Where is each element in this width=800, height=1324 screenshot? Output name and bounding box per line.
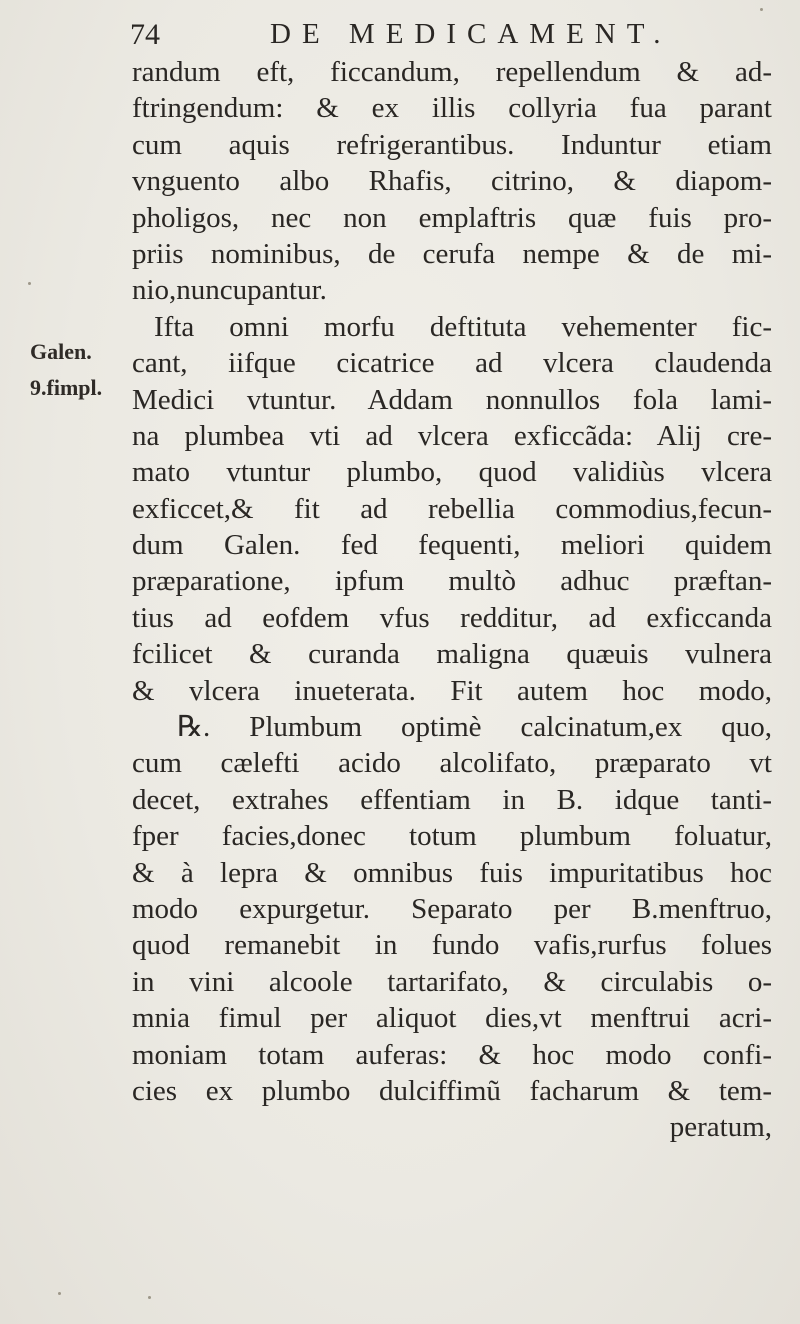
paper-speck xyxy=(760,8,763,11)
paper-speck xyxy=(28,282,31,285)
text-line: fcilicet & curanda maligna quæuis vulnera xyxy=(132,638,772,671)
catchword: peratum, xyxy=(669,1111,772,1144)
text-line: pholigos, nec non emplaftris quæ fuis pro- xyxy=(132,201,772,234)
text-line: & à lepra & omnibus fuis impuritatibus hoc xyxy=(132,856,772,889)
text-line: modo expurgetur. Separato per B.menftruo, xyxy=(132,892,772,925)
running-head xyxy=(130,14,780,58)
margin-note xyxy=(30,334,102,406)
paper-speck xyxy=(58,1292,61,1295)
text-line: in vini alcoole tartarifato, & circulabis o- xyxy=(132,965,772,998)
text-line: ftringendum: & ex illis collyria fua parant xyxy=(132,92,772,125)
paragraph-start-line: Ifta omni morfu deftituta vehementer fic- xyxy=(154,310,772,343)
margin-note-line: Galen. xyxy=(30,339,92,364)
text-line: moniam totam auferas: & hoc modo confi- xyxy=(132,1038,772,1071)
recipe-line: ℞. Plumbum optimè calcinatum,ex quo, xyxy=(177,711,772,744)
text-line: cies ex plumbo dulciffimũ facharum & tem- xyxy=(132,1074,772,1107)
text-line: priis nominibus, de cerufa nempe & de mi- xyxy=(132,237,772,270)
text-line: quod remanebit in fundo vafis,rurfus folues xyxy=(132,929,772,962)
page-number: 74 xyxy=(130,18,160,51)
text-line: mato vtuntur plumbo, quod validiùs vlcera xyxy=(132,456,772,489)
body-text xyxy=(132,54,772,1146)
text-line: præparatione, ipfum multò adhuc præftan- xyxy=(132,565,772,598)
text-line: Medici vtuntur. Addam nonnullos fola lami- xyxy=(132,383,772,416)
text-line: cant, iifque cicatrice ad vlcera claudenda xyxy=(132,347,772,380)
text-line: cum cælefti acido alcolifato, præparato vt xyxy=(132,747,772,780)
text-line: mnia fimul per aliquot dies,vt menftrui acri- xyxy=(132,1002,772,1035)
running-title: DE MEDICAMENT. xyxy=(270,18,672,50)
text-line: decet, extrahes effentiam in B. idque tanti- xyxy=(132,783,772,816)
text-line: exficcet,& fit ad rebellia commodius,fecun- xyxy=(132,492,772,525)
text-line: vnguento albo Rhafis, citrino, & diapom- xyxy=(132,165,772,198)
text-line: cum aquis refrigerantibus. Induntur etiam xyxy=(132,128,772,161)
text-line: dum Galen. fed fequenti, meliori quidem xyxy=(132,529,772,562)
text-line: nio,nuncupantur. xyxy=(132,274,327,307)
text-line: & vlcera inueterata. Fit autem hoc modo, xyxy=(132,674,772,707)
margin-note-line: 9.fimpl. xyxy=(30,375,103,400)
text-line: randum eft, ficcandum, repellendum & ad- xyxy=(132,56,772,88)
text-line: fper facies,donec totum plumbum foluatur, xyxy=(132,820,772,853)
text-line: tius ad eofdem vfus redditur, ad exficcanda xyxy=(132,601,772,634)
text-line: na plumbea vti ad vlcera exficcãda: Alij cre- xyxy=(132,419,772,452)
paper-speck xyxy=(148,1296,151,1299)
